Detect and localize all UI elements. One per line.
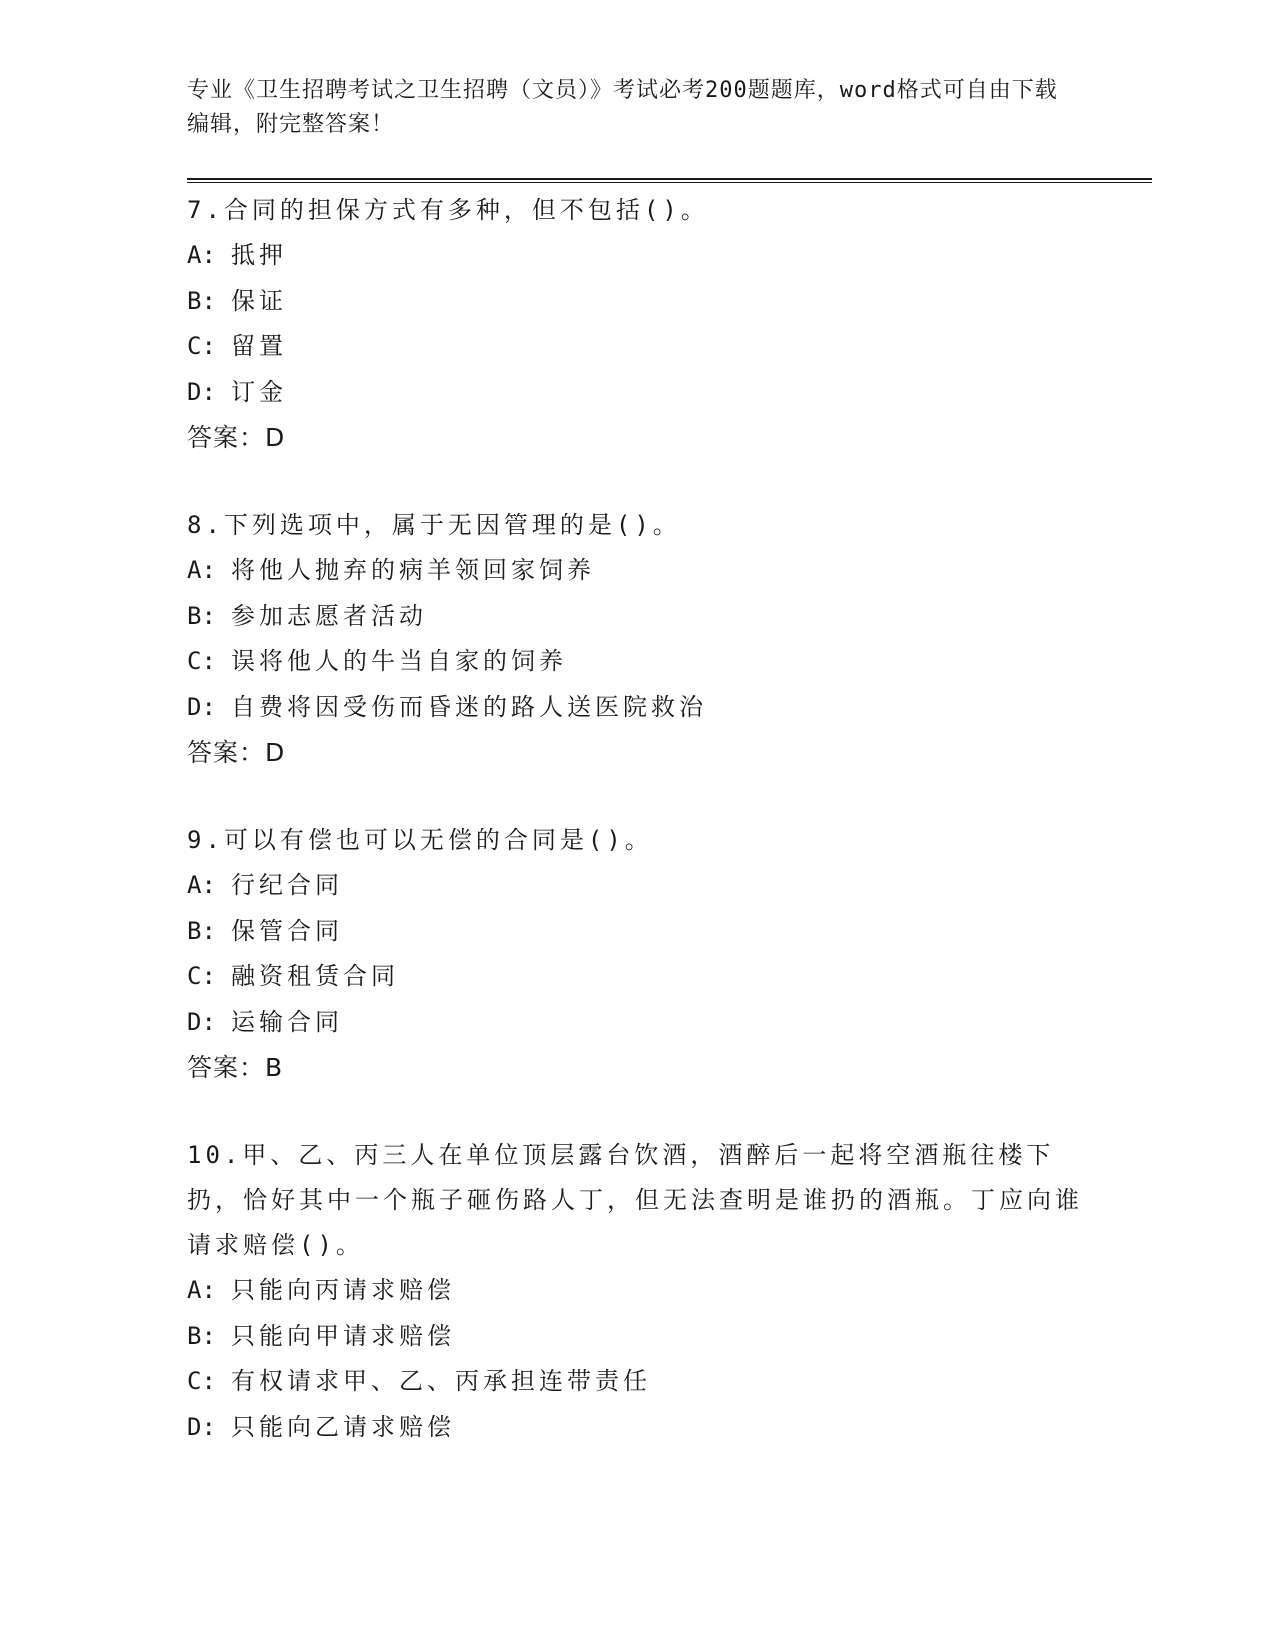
option-c	[187, 954, 1087, 1000]
option-text: 只能向乙请求赔偿	[231, 1412, 455, 1441]
option-text: 有权请求甲、乙、丙承担连带责任	[231, 1367, 651, 1395]
option-key: B:	[187, 601, 216, 630]
question-8	[187, 503, 1087, 775]
option-c	[187, 324, 1087, 370]
option-c	[187, 1359, 1087, 1405]
option-key: C:	[187, 1367, 216, 1395]
option-key: A:	[187, 241, 216, 269]
option-text: 保证	[231, 286, 287, 315]
option-b	[187, 279, 1087, 325]
option-d	[187, 685, 1087, 731]
option-text: 运输合同	[231, 1007, 343, 1036]
option-key: D:	[187, 1007, 216, 1036]
question-stem: 9.可以有偿也可以无偿的合同是()。	[187, 826, 653, 854]
option-b	[187, 1314, 1087, 1360]
question-stem: 7.合同的担保方式有多种，但不包括()。	[187, 196, 709, 224]
option-text: 误将他人的牛当自家的饲养	[231, 647, 567, 675]
option-key: C:	[187, 332, 216, 360]
document-header: 专业《卫生招聘考试之卫生招聘（文员）》考试必考200题题库，word格式可自由下载编辑，附完整答案！	[187, 78, 1058, 137]
question-stem: 10.甲、乙、丙三人在单位顶层露台饮酒，酒醉后一起将空酒瓶往楼下扔，恰好其中一个瓶子砸伤路人丁，但无法查明是谁扔的酒瓶。丁应向谁请求赔偿()。	[187, 1141, 1083, 1259]
option-key: D:	[187, 692, 216, 721]
question-9	[187, 818, 1087, 1090]
option-key: D:	[187, 377, 216, 406]
option-text: 抵押	[231, 241, 287, 269]
option-text: 将他人抛弃的病羊领回家饲养	[231, 556, 595, 584]
option-key: C:	[187, 647, 216, 675]
option-key: D:	[187, 1412, 216, 1441]
option-text: 融资租赁合同	[231, 962, 399, 990]
option-b	[187, 594, 1087, 640]
option-key: B:	[187, 1321, 216, 1350]
option-text: 自费将因受伤而昏迷的路人送医院救治	[231, 692, 707, 721]
option-b	[187, 909, 1087, 955]
option-key: A:	[187, 1276, 216, 1304]
option-key: C:	[187, 962, 216, 990]
option-a	[187, 548, 1087, 594]
option-d	[187, 370, 1087, 416]
answer-line: 答案：B	[187, 1053, 284, 1082]
option-d	[187, 1000, 1087, 1046]
option-text: 留置	[231, 332, 287, 360]
option-a	[187, 233, 1087, 279]
option-a	[187, 863, 1087, 909]
option-text: 只能向丙请求赔偿	[231, 1276, 455, 1304]
question-stem: 8.下列选项中，属于无因管理的是()。	[187, 511, 681, 539]
option-key: A:	[187, 871, 216, 899]
answer-line: 答案：D	[187, 423, 286, 452]
option-key: A:	[187, 556, 216, 584]
option-text: 行纪合同	[231, 871, 343, 899]
answer-line: 答案：D	[187, 738, 286, 767]
option-text: 参加志愿者活动	[231, 601, 427, 630]
option-text: 只能向甲请求赔偿	[231, 1321, 455, 1350]
header-divider	[187, 178, 1152, 183]
option-text: 订金	[231, 377, 287, 406]
question-10	[187, 1133, 1087, 1450]
option-c	[187, 639, 1087, 685]
question-7	[187, 188, 1087, 460]
option-text: 保管合同	[231, 916, 343, 945]
option-key: B:	[187, 916, 216, 945]
question-list	[187, 188, 1087, 1493]
option-d	[187, 1405, 1087, 1451]
option-a	[187, 1268, 1087, 1314]
option-key: B:	[187, 286, 216, 315]
